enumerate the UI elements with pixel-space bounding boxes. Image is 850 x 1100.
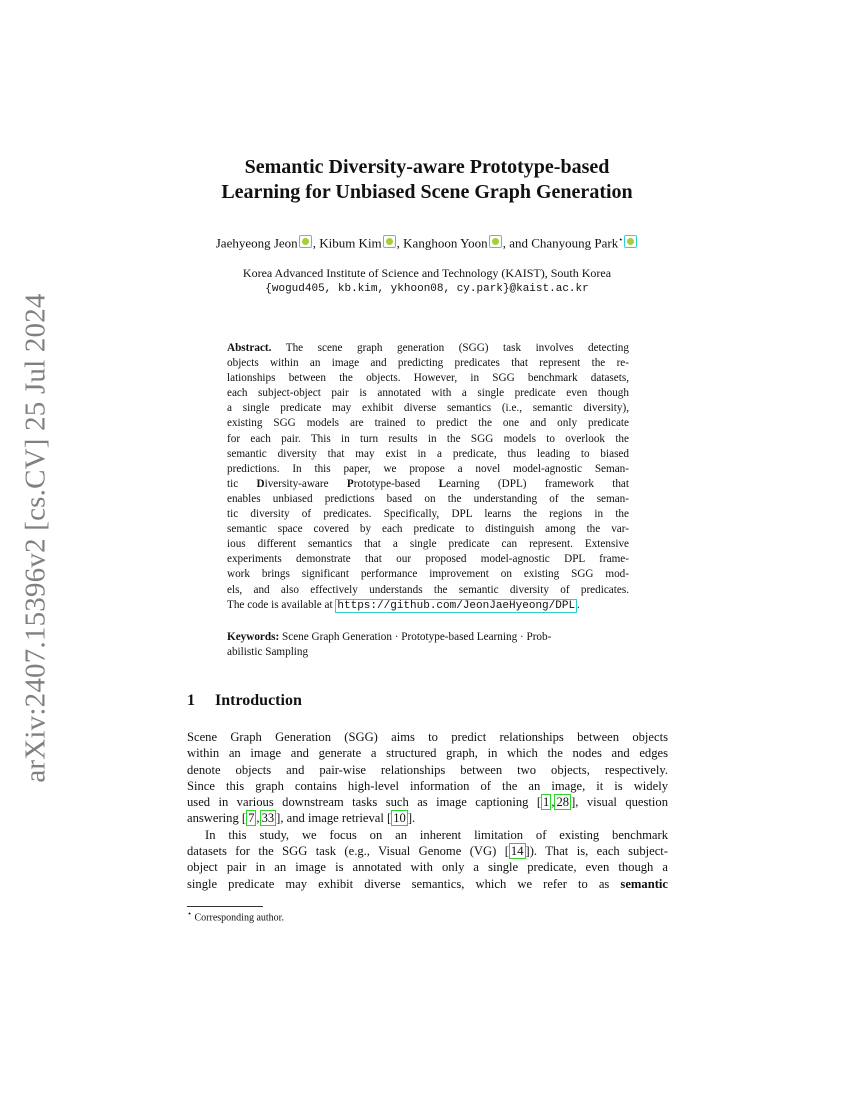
arxiv-stamp: arXiv:2407.15396v2 [cs.CV] 25 Jul 2024 [19, 293, 52, 783]
title-line-2: Learning for Unbiased Scene Graph Generation [221, 181, 633, 203]
abstract [227, 341, 629, 614]
author-4: Chanyoung Park [531, 235, 619, 251]
corresponding-mark[interactable]: ⋆ [618, 235, 624, 244]
keywords [227, 630, 629, 660]
citation-link[interactable]: 1 [543, 795, 550, 810]
citation-link[interactable]: 14 [510, 844, 524, 859]
body-line: Since this graph contains high-level information of the an image, it is widely [187, 778, 668, 793]
footnote-mark: ⋆ [187, 909, 193, 918]
section-heading [187, 692, 302, 710]
author-3: Kanghoon Yoon [403, 235, 488, 251]
abstract-line: semantic space covered by each predicate to distinguish among the var- [227, 523, 629, 536]
abstract-line: predictions. In this paper, we propose a novel model-agnostic Seman- [227, 462, 629, 475]
body-line: datasets for the SGG task (e.g., Visual Genome (VG) [ 14 ]). That is, each subject- [187, 844, 668, 859]
emphasis-semantic: semantic [620, 876, 668, 891]
citation-link[interactable]: 33 [261, 811, 275, 826]
orcid-icon[interactable] [489, 235, 502, 248]
orcid-icon[interactable] [299, 235, 312, 248]
institution: Korea Advanced Institute of Science and Technology (KAIST), South Korea [242, 266, 612, 280]
abstract-line: tic diversity of predicates. Specifically, DPL learns the regions in the [227, 508, 629, 521]
citation-link[interactable]: 7 [248, 811, 255, 826]
author-emails: {wogud405, kb.kim, ykhoon08, cy.park}@kaist.ac.kr [265, 283, 589, 295]
body-line: In this study, we focus on an inherent limitation of existing benchmark [205, 827, 668, 842]
abstract-line: each subject-object pair is annotated with a single predicate even though [227, 387, 629, 400]
abstract-line: for each pair. This in turn results in the SGG models to overlook the [227, 432, 629, 445]
footnote-rule [187, 906, 263, 907]
abstract-line: existing SGG models are trained to predict the one and only predicate [227, 417, 629, 430]
abstract-line: tic Diversity-aware Prototype-based Learning (DPL) framework that [227, 477, 630, 490]
abstract-line: objects within an image and predicting predicates that represent the re- [227, 357, 629, 370]
keywords-line: Keywords: Scene Graph Generation · Prototype-based Learning · Prob- [227, 631, 552, 643]
author-1: Jaehyeong Jeon [215, 235, 298, 251]
orcid-icon[interactable] [383, 235, 396, 248]
abstract-line: lationships between the objects. However, in SGG benchmark datasets, [227, 372, 629, 385]
paper-title [150, 155, 704, 205]
body-line: single predicate may exhibit diverse semantics, which we refer to as semantic [187, 876, 668, 891]
section-title: Introduction [215, 692, 302, 709]
body-line: denote objects and pair-wise relationships between two objects, respectively. [187, 762, 668, 777]
abstract-line: els, and also effectively understands the semantic diversity of predicates. [227, 583, 629, 596]
abstract-line: experiments demonstrate that our proposed model-agnostic DPL frame- [227, 553, 629, 566]
body-line: Scene Graph Generation (SGG) aims to predict relationships between objects [187, 730, 668, 744]
code-link[interactable]: https://github.com/JeonJaeHyeong/DPL [337, 599, 576, 612]
intro-body [187, 729, 668, 892]
section-number: 1 [187, 692, 195, 709]
body-line: used in various downstream tasks such as image captioning [ 1 , 28 ], visual question [187, 795, 668, 810]
abstract-line: enables unbiased predictions based on the understanding of the seman- [227, 492, 629, 505]
abstract-line: ious different semantics that a single predicate can represent. Extensive [227, 538, 629, 551]
abstract-line: work brings significant performance improvement on existing SGG mod- [227, 568, 629, 581]
keywords-line: abilistic Sampling [227, 646, 309, 659]
author-list: Jaehyeong Jeon , Kibum Kim , Kanghoon Yoon , and Chanyoung Park⋆ [150, 235, 704, 251]
abstract-line: a single predicate may exhibit diverse semantics (i.e., semantic diversity), [227, 402, 629, 415]
footnote-text: Corresponding author. [192, 912, 284, 924]
abstract-line: Abstract. The scene graph generation (SGG) task involves detecting [227, 342, 629, 354]
title-line-1: Semantic Diversity-aware Prototype-based [244, 156, 610, 178]
body-line: object pair in an image is annotated with only a single predicate, even though a [187, 860, 668, 875]
keywords-label: Keywords: [227, 631, 280, 643]
citation-link[interactable]: 28 [556, 795, 570, 810]
abstract-line: semantic diversity that may exist in a predicate, thus leading to biased [227, 447, 629, 460]
orcid-icon[interactable] [624, 235, 637, 248]
author-2: Kibum Kim [319, 235, 382, 251]
affiliation [150, 265, 704, 297]
citation-link[interactable]: 10 [393, 811, 406, 826]
abstract-line: The code is available at https://github.com/JeonJaeHyeong/DPL . [227, 598, 580, 612]
abstract-label: Abstract. [227, 342, 272, 354]
footnote [187, 909, 284, 923]
body-line: within an image and generate a structured graph, in which the nodes and edges [187, 746, 668, 761]
body-line: answering [ 7 , 33 ], and image retrieval [ 10 ]. [187, 811, 416, 826]
